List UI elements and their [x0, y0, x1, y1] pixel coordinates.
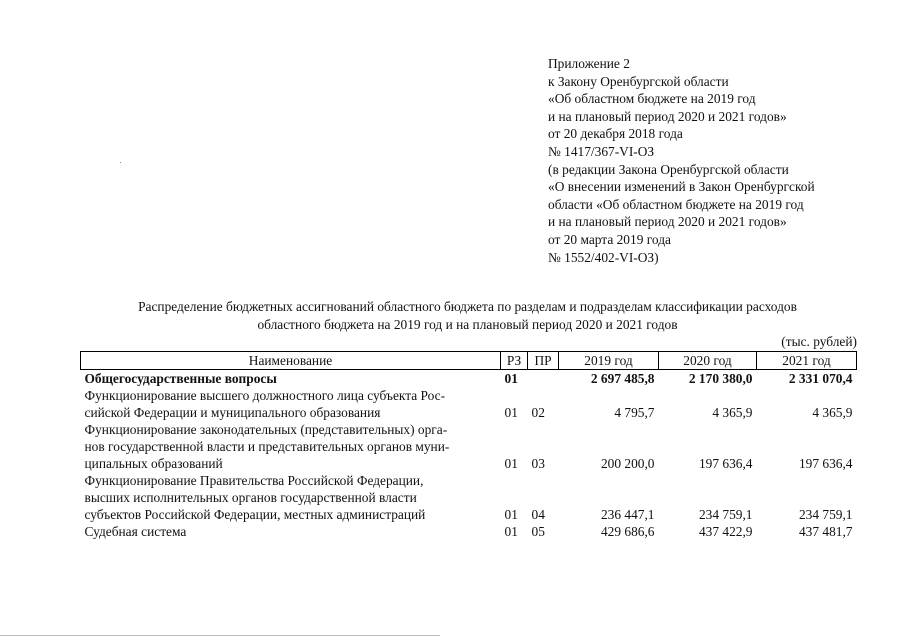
row-2020: 2 170 380,0 [688, 371, 753, 386]
row-rz: 01 [504, 507, 518, 522]
annex-line: «Об областном бюджете на 2019 год [548, 91, 756, 107]
row-2021: 2 331 070,4 [788, 371, 853, 386]
row-name-line: сийской Федерации и муниципального образования [84, 405, 381, 420]
row-name [81, 523, 501, 540]
header-name: Наименование [81, 352, 501, 370]
row-name-line: Функционирование высшего должностного лица субъекта Рос- [84, 388, 446, 403]
budget-table [80, 351, 857, 540]
row-name-line: высших исполнительных органов государственной власти [84, 490, 417, 505]
annex-line: № 1552/402-VI-ОЗ) [548, 249, 659, 265]
annex-line: от 20 марта 2019 года [548, 231, 671, 247]
row-rz: 01 [504, 456, 518, 471]
row-name-line: Функционирование законодательных (представительных) орга- [84, 422, 448, 437]
header-pr: ПР [528, 352, 559, 370]
row-2020: 234 759,1 [698, 507, 753, 522]
table-row [81, 387, 857, 421]
units-label: (тыс. рублей) [781, 334, 857, 349]
row-pr: 05 [531, 524, 545, 539]
annex-line: Приложение 2 [548, 56, 630, 71]
row-name [81, 472, 501, 523]
row-pr: 03 [531, 456, 545, 471]
document-title-line-1: Распределение бюджетных ассигнований областного бюджета по разделам и подразделам классификации расходов [138, 299, 797, 314]
row-rz: 01 [504, 405, 518, 420]
row-2019: 429 686,6 [600, 524, 655, 539]
annex-line: области «Об областном бюджете на 2019 год [548, 196, 804, 212]
row-2020: 437 422,9 [698, 524, 753, 539]
row-name-line: Функционирование Правительства Российской Федерации, [84, 473, 424, 488]
row-2019: 200 200,0 [600, 456, 655, 471]
document-title-line-2: областного бюджета на 2019 год и на плановый период 2020 и 2021 годов [257, 316, 678, 332]
row-2020: 197 636,4 [698, 456, 753, 471]
row-2019: 236 447,1 [600, 507, 655, 522]
row-pr: 02 [531, 405, 545, 420]
annex-line: № 1417/367-VI-ОЗ [548, 143, 655, 159]
row-2021: 437 481,7 [798, 524, 853, 539]
table-row [81, 472, 857, 523]
annex-line: к Закону Оренбургской области [548, 73, 729, 89]
annex-line: «О внесении изменений в Закон Оренбургской [548, 179, 815, 195]
scan-speck [120, 162, 121, 163]
row-pr [528, 370, 559, 388]
header-2021: 2021 год [757, 352, 857, 370]
row-name-line: Судебная система [84, 524, 187, 539]
header-2020: 2020 год [659, 352, 757, 370]
row-name [81, 421, 501, 472]
row-name-line: нов государственной власти и представительных органов муни- [84, 439, 450, 454]
table-row [81, 523, 857, 540]
row-rz: 01 [504, 371, 518, 386]
annex-line: от 20 декабря 2018 года [548, 126, 683, 142]
row-name [81, 387, 501, 421]
row-2021: 197 636,4 [798, 456, 853, 471]
row-name-line: Общегосударственные вопросы [84, 371, 277, 386]
document-title [80, 298, 855, 333]
annex-line: и на плановый период 2020 и 2021 годов» [548, 108, 787, 124]
scan-edge-line [0, 635, 440, 636]
annex-reference-block [548, 55, 815, 266]
row-2021: 234 759,1 [798, 507, 853, 522]
row-name-line: субъектов Российской Федерации, местных администраций [84, 507, 426, 522]
table-row [81, 421, 857, 472]
header-rz: РЗ [501, 352, 528, 370]
row-2019: 2 697 485,8 [590, 371, 655, 386]
table-header-row [81, 352, 857, 370]
annex-line: и на плановый период 2020 и 2021 годов» [548, 214, 787, 230]
row-2021: 4 365,9 [812, 405, 853, 420]
header-2019: 2019 год [559, 352, 659, 370]
row-2019: 4 795,7 [614, 405, 655, 420]
row-rz: 01 [504, 524, 518, 539]
row-pr: 04 [531, 507, 545, 522]
row-name-line: ципальных образований [84, 456, 223, 471]
row-2020: 4 365,9 [712, 405, 753, 420]
row-name [81, 370, 501, 388]
annex-line: (в редакции Закона Оренбургской области [548, 161, 789, 177]
table-row [81, 370, 857, 388]
